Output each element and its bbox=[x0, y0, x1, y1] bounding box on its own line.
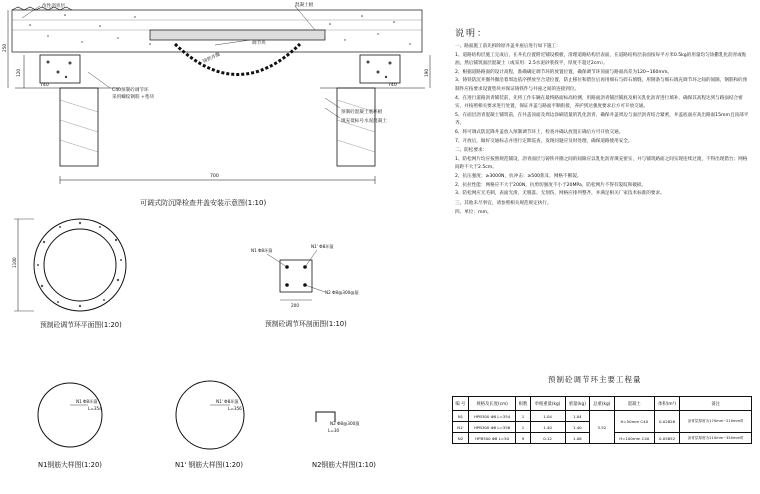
col-header: 规格及长度(cm) bbox=[468, 397, 516, 411]
cell-volume: 0.02826 bbox=[654, 411, 679, 433]
dim-right: 740 bbox=[388, 83, 397, 88]
col-header: 编 号 bbox=[453, 397, 469, 411]
ring-inner bbox=[44, 229, 116, 301]
cell-remark: 沥青层厚度为170mm~210mm时 bbox=[680, 411, 752, 433]
ring-section-title: 预制砼调节环剖面图(1:10) bbox=[265, 320, 347, 328]
cell-weight: 1.08 bbox=[565, 433, 590, 444]
precast-ring-right bbox=[337, 88, 375, 166]
note-item: 3、铸铁防沉井圈外圈沿着周边依序摆放至合适位置，防止移位和错位后再用细石与碎石填缝，用钢条与细石填充调节环之间的间隙，钢筋和砼预制件应按要求设置垫块并保证铸铁件与井座之间的连接到位。 bbox=[455, 78, 748, 92]
cell-id: N1 bbox=[453, 411, 469, 422]
note-section: 三、其他未尽事宜，请参照相关规范规定执行。 bbox=[455, 200, 552, 206]
ring-plan-view bbox=[0, 210, 200, 330]
note-item: 7、开放后，做好交通标志并进行定期巡查，发现问题应及时处理，确保道路使用安全。 bbox=[455, 138, 633, 144]
col-header: 体积(m³) bbox=[654, 397, 679, 411]
adjust-ring-left bbox=[40, 55, 80, 83]
label-asphalt: 改性沥青层 bbox=[42, 4, 65, 9]
col-header: 单根重量(kg) bbox=[530, 397, 565, 411]
note-item: 4、在进行道路沥青铺装前，先将工作车辆在最终路面标高检测，用路面沥青铺层铺底及相关乳化沥青进行填补，确保其高程达到与路面结合密实，并按照相关要求进行处置，保证井盖与路面平顺衔接，养护到达强度要求后方可开放交通。 bbox=[455, 95, 743, 110]
cell-concrete: H=50mm C40 bbox=[614, 411, 654, 433]
cell-unit: 1.40 bbox=[530, 422, 565, 433]
label-fill-note: 填充低标号水泥混凝土 bbox=[341, 119, 387, 124]
detail-n1p-ring bbox=[176, 381, 244, 449]
label-rebar-note: 采用螺纹钢筋 +垫块 bbox=[112, 95, 155, 100]
adjust-ring-right bbox=[360, 55, 400, 83]
detail-n1p-length: L=356 bbox=[228, 406, 242, 411]
cell-count: 1 bbox=[516, 422, 530, 433]
label-adjust-block: 调节块 bbox=[252, 41, 266, 46]
label-concrete-surface: 混凝土板 bbox=[295, 3, 314, 8]
col-header: 总重(kg) bbox=[590, 397, 615, 411]
note-item: 2、抗拉性能：网格应不大于200N，抗剪切强度不小于20MPa，防松网片不得有裂纹和破损。 bbox=[455, 182, 647, 188]
cell-volume: 0.05652 bbox=[654, 433, 679, 444]
ring-plan-dim-height: 1100 bbox=[12, 257, 17, 268]
label-base-note: 预制砼混凝土底环板 bbox=[341, 110, 383, 115]
dim-h-left: 120 bbox=[16, 69, 21, 77]
detail-n1-ring bbox=[38, 383, 102, 447]
cell-spec: HPB300 Φ8 L=354 bbox=[468, 411, 516, 422]
detail-n1p-title: N1' 钢筋大样图(1:20) bbox=[175, 461, 243, 469]
detail-n1-length: L=354 bbox=[88, 406, 102, 411]
ring-section-dim: 200 bbox=[291, 303, 299, 308]
col-header: 重量(kg) bbox=[565, 397, 590, 411]
cell-remark: 沥青层厚度为210mm~350mm时 bbox=[680, 433, 752, 444]
cell-id: N2 bbox=[453, 433, 469, 444]
cell-total: 3.52 bbox=[590, 411, 615, 444]
rebar-details bbox=[0, 370, 440, 494]
cell-count: 1 bbox=[516, 411, 530, 422]
dim-left: 740 bbox=[40, 83, 49, 88]
dim-h-top: 250 bbox=[2, 44, 7, 52]
note-item: 1、防松网片均应按照规范铺设，沥青面层与铸铁井圈之间的间隙应以乳化沥青填充密实，并与铺筑路面之间实现连续过渡，不得出现错台；网格间距不大于2.5cm。 bbox=[455, 156, 748, 171]
note-item: 2、根据道路路面的设计高程，准确确定调节环的放置位置，确保调节环顶面与路面高差为120~160mm。 bbox=[455, 69, 673, 75]
quantity-table bbox=[452, 396, 752, 444]
col-header: 根数 bbox=[516, 397, 530, 411]
detail-n1-label: N1 Φ8环箍 bbox=[76, 399, 98, 404]
table-header-row bbox=[453, 397, 752, 411]
cell-spec: HPB300 Φ8 L=30 bbox=[468, 433, 516, 444]
dim-h-right: 190 bbox=[424, 69, 429, 77]
ring-section-n1: N1 Φ8环箍 bbox=[251, 248, 273, 253]
cell-unit: 1.04 bbox=[530, 411, 565, 422]
cell-id: N1' bbox=[453, 422, 469, 433]
col-header: 混凝土 bbox=[614, 397, 654, 411]
dim-bottom: 700 bbox=[210, 174, 219, 179]
note-item: 3、防松网应无毛刺，表面光滑，无脱落、无划伤，网格应排列整齐，并满足相关厂家技术标准的要求。 bbox=[455, 191, 665, 197]
cell-spec: HPB300 Φ8 L=356 bbox=[468, 422, 516, 433]
cell-weight: 1.04 bbox=[565, 411, 590, 422]
detail-n2-length: L=30 bbox=[328, 428, 340, 433]
note-item: 一、路面施工前先拆除原井盖井座后进行如下施工： bbox=[455, 44, 561, 49]
installation-drawing bbox=[0, 0, 440, 215]
detail-n1p-label: N1' Φ8环箍 bbox=[216, 399, 239, 404]
label-ring: 铸铁井圈 bbox=[202, 52, 222, 65]
cell-concrete: H=100mm C40 bbox=[614, 433, 654, 444]
cell-unit: 0.12 bbox=[530, 433, 565, 444]
table-row bbox=[453, 411, 752, 422]
note-item: 6、将可调式防沉降井盖放入预制调节环上，检查并确认放置正确后方可开放交通。 bbox=[455, 129, 624, 135]
notes-title: 说明： bbox=[455, 29, 489, 39]
note-item: 1、道路结构层施工完成后，在井孔位置附近铺设模板，清理道路结构层表面，在道路结构层表面按每平方米0.5kg的用量均匀涂撒乳化沥青或粘油，然后铺筑面层混凝土（或采用：2.5水泥砂浆找平，厚度不超过2cm）。 bbox=[455, 52, 747, 67]
note-item: 2、抗压强度：≥3000N，抗冲击：≥500焦耳，网格不断裂。 bbox=[455, 173, 582, 179]
quantity-table-title: 预制砼调节环主要工程量 bbox=[548, 375, 642, 384]
cell-count: 9 bbox=[516, 433, 530, 444]
top-drawing-title: 可调式防沉降检查井盖安装示意图(1:10) bbox=[140, 199, 267, 207]
note-section: 二、防松要求： bbox=[455, 148, 488, 154]
label-c40: C40预制砼调节环 bbox=[112, 88, 149, 93]
ring-section-view bbox=[245, 240, 385, 330]
detail-n1-title: N1钢筋大样图(1:20) bbox=[38, 461, 102, 469]
ring-section-n2: N2 Φ8@300@箍 bbox=[325, 290, 359, 295]
detail-n2-title: N2钢筋大样图(1:10) bbox=[312, 461, 376, 469]
col-header: 备注 bbox=[680, 397, 752, 411]
note-section: 四、单位：mm。 bbox=[455, 210, 492, 216]
ring-plan-title: 预制砼调节环平面图(1:20) bbox=[40, 321, 122, 329]
ring-section-body bbox=[280, 260, 312, 292]
note-item: 5、在面层沥青混凝土铺筑前，在井盖顶面及周边涂刷适量的乳化沥青，确保井盖周边与面层沥青结合紧密，井盖底面应高出路面15mm且顶部平齐。 bbox=[455, 112, 749, 127]
cover-plate bbox=[150, 30, 325, 40]
detail-n2-label: N2 Φ8@300箍 bbox=[330, 421, 360, 426]
notes-block bbox=[455, 28, 750, 218]
ring-section-n1p: N1' Φ8环箍 bbox=[311, 244, 334, 249]
precast-ring-left bbox=[60, 88, 98, 166]
cell-weight: 1.40 bbox=[565, 422, 590, 433]
